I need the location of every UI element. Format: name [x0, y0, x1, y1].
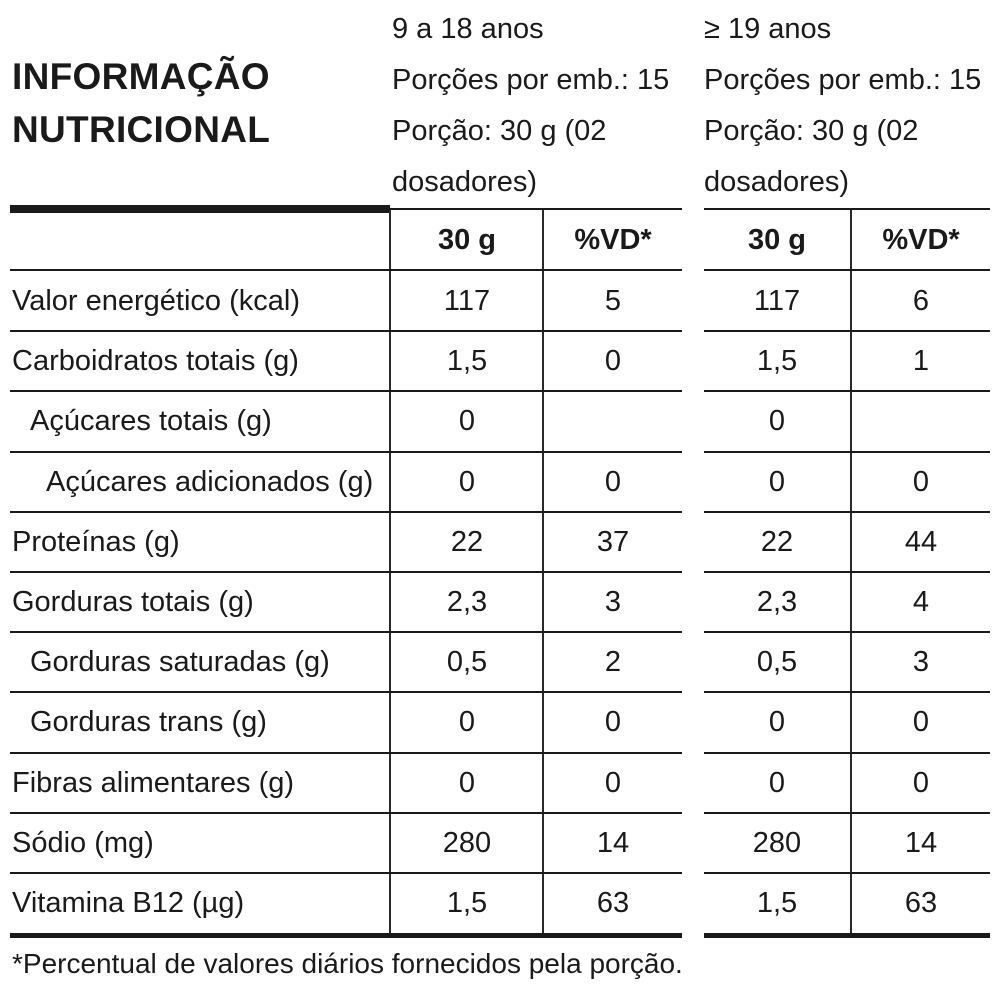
table-row — [0, 692, 1000, 752]
amount-value: 1,5 — [446, 345, 488, 378]
portion-size: Porção: 30 g (02 — [704, 115, 919, 147]
daily-value-percent: 14 — [904, 826, 938, 859]
amount-value: 2,3 — [446, 586, 488, 618]
amount-value: 22 — [450, 525, 484, 558]
portion-size-continued: dosadores) — [704, 166, 850, 198]
daily-value-percent: 37 — [596, 525, 630, 558]
amount-value: 2,3 — [756, 586, 798, 618]
daily-value-percent: 5 — [604, 285, 622, 317]
portions-per-package: Porções por emb.: 15 — [704, 64, 982, 96]
footnote: *Percentual de valores diários fornecidos pela porção. — [12, 948, 683, 979]
daily-value-percent: 0 — [604, 465, 622, 498]
bottom-thick-divider — [704, 933, 990, 938]
daily-value-percent: 0 — [912, 706, 930, 739]
nutrient-label: Açúcares adicionados (g) — [46, 465, 374, 498]
nutrient-label: Açúcares totais (g) — [30, 405, 272, 438]
age-range-label: ≥ 19 anos — [704, 13, 832, 45]
column-header-row — [0, 210, 1000, 270]
title-line-2: NUTRICIONAL — [12, 109, 271, 150]
table-row — [0, 512, 1000, 572]
daily-value-percent: 63 — [904, 887, 938, 919]
title-line-1: INFORMAÇÃO — [12, 56, 270, 97]
amount-value: 1,5 — [446, 887, 488, 919]
daily-value-percent: 1 — [912, 345, 930, 378]
daily-value-percent: 0 — [604, 345, 622, 378]
daily-value-percent: 0 — [604, 706, 622, 739]
age-range-label: 9 a 18 anos — [392, 13, 544, 45]
daily-value-percent: 6 — [912, 285, 930, 317]
table-row — [0, 572, 1000, 632]
nutrient-label: Fibras alimentares (g) — [12, 766, 295, 799]
daily-value-percent: 3 — [912, 646, 930, 679]
amount-value: 0,5 — [756, 646, 798, 679]
daily-value-percent: 44 — [904, 525, 938, 558]
daily-value-percent: 14 — [596, 826, 630, 859]
daily-value-percent: 0 — [912, 766, 930, 799]
table-row — [0, 813, 1000, 873]
amount-value: 0 — [458, 766, 476, 799]
table-row — [0, 391, 1000, 451]
daily-value-percent: 4 — [912, 586, 930, 618]
portion-size-continued: dosadores) — [392, 166, 538, 198]
bottom-thick-divider — [10, 933, 682, 938]
amount-value: 0 — [458, 706, 476, 739]
nutrient-label: Valor energético (kcal) — [12, 285, 300, 317]
amount-value: 0 — [458, 405, 476, 438]
table-row — [0, 753, 1000, 813]
amount-value: 117 — [443, 285, 491, 317]
nutrient-label: Gorduras totais (g) — [12, 586, 254, 618]
amount-value: 1,5 — [756, 887, 798, 919]
nutrient-label: Gorduras saturadas (g) — [30, 646, 330, 679]
amount-value: 1,5 — [756, 345, 798, 378]
amount-value: 280 — [752, 826, 802, 859]
amount-value: 280 — [442, 826, 492, 859]
daily-value-percent: 63 — [596, 887, 630, 919]
amount-value: 117 — [753, 285, 801, 317]
daily-value-percent — [852, 391, 990, 451]
nutrient-label: Proteínas (g) — [12, 525, 180, 558]
column-header-amount: 30 g — [437, 224, 497, 256]
table-row — [0, 271, 1000, 331]
amount-value: 0 — [768, 706, 786, 739]
portion-size: Porção: 30 g (02 — [392, 115, 607, 147]
amount-value: 0 — [768, 465, 786, 498]
table-row — [0, 331, 1000, 391]
portions-per-package: Porções por emb.: 15 — [392, 64, 670, 96]
daily-value-percent: 0 — [912, 465, 930, 498]
nutrient-label: Vitamina B12 (µg) — [12, 887, 245, 919]
amount-value: 22 — [760, 525, 794, 558]
table-row — [0, 873, 1000, 933]
daily-value-percent: 0 — [604, 766, 622, 799]
column-header-daily-value: %VD* — [574, 224, 652, 256]
column-header-daily-value: %VD* — [882, 224, 960, 256]
amount-value: 0 — [458, 465, 476, 498]
daily-value-percent — [544, 391, 682, 451]
amount-value: 0 — [768, 766, 786, 799]
table-row — [0, 632, 1000, 692]
column-header-amount: 30 g — [747, 224, 807, 256]
amount-value: 0,5 — [446, 646, 488, 679]
table-row — [0, 452, 1000, 512]
daily-value-percent: 2 — [604, 646, 622, 679]
nutrient-label: Sódio (mg) — [12, 826, 154, 859]
amount-value: 0 — [768, 405, 786, 438]
nutrient-label: Carboidratos totais (g) — [12, 345, 299, 378]
daily-value-percent: 3 — [604, 586, 622, 618]
nutrient-label: Gorduras trans (g) — [30, 706, 267, 739]
